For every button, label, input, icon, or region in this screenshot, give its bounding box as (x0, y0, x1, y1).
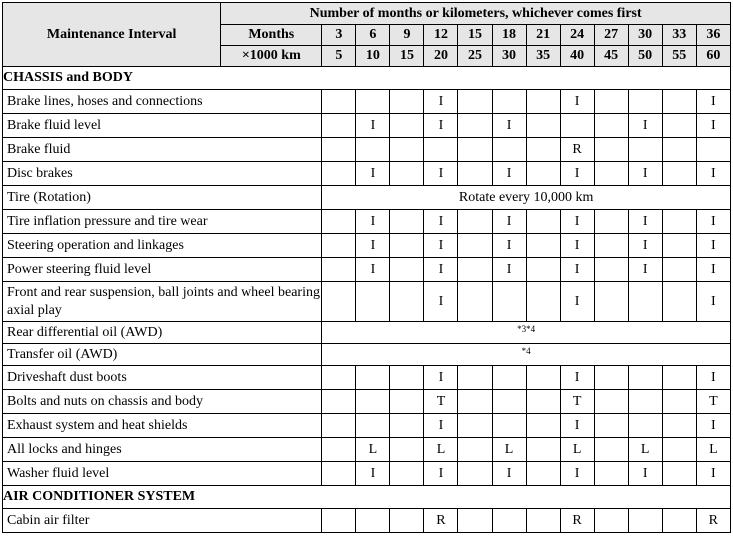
schedule-cell (662, 138, 696, 162)
schedule-cell: I (696, 462, 730, 486)
month-header-cell: 15 (458, 25, 492, 46)
schedule-cell (526, 114, 560, 138)
table-row (3, 390, 731, 414)
schedule-cell (594, 462, 628, 486)
schedule-cell (492, 366, 526, 390)
schedule-cell (356, 509, 390, 533)
section-header-row (3, 67, 731, 90)
schedule-cell (458, 234, 492, 258)
schedule-cell: R (560, 138, 594, 162)
schedule-cell: I (696, 234, 730, 258)
schedule-cell: T (424, 390, 458, 414)
schedule-cell: I (424, 462, 458, 486)
schedule-cell (662, 414, 696, 438)
schedule-cell: I (492, 114, 526, 138)
item-label: Tire inflation pressure and tire wear (3, 210, 322, 234)
schedule-cell: L (492, 438, 526, 462)
schedule-cell (628, 509, 662, 533)
schedule-cell: I (492, 462, 526, 486)
schedule-cell (594, 366, 628, 390)
schedule-cell (322, 390, 356, 414)
schedule-cell (526, 509, 560, 533)
km-header-cell: 60 (696, 46, 730, 67)
km-header-cell: 30 (492, 46, 526, 67)
schedule-cell: I (696, 210, 730, 234)
km-header-cell: 35 (526, 46, 560, 67)
schedule-cell (356, 138, 390, 162)
schedule-cell (390, 210, 424, 234)
schedule-cell: I (492, 210, 526, 234)
schedule-cell: I (424, 414, 458, 438)
schedule-cell (322, 162, 356, 186)
km-header-cell: 45 (594, 46, 628, 67)
month-header-cell: 18 (492, 25, 526, 46)
schedule-cell (458, 90, 492, 114)
schedule-cell (662, 114, 696, 138)
schedule-cell (526, 390, 560, 414)
schedule-cell (662, 462, 696, 486)
schedule-cell: I (560, 462, 594, 486)
schedule-cell (322, 234, 356, 258)
schedule-cell (390, 438, 424, 462)
km-header-cell: 15 (390, 46, 424, 67)
schedule-cell (594, 210, 628, 234)
schedule-cell (526, 210, 560, 234)
item-label: Steering operation and linkages (3, 234, 322, 258)
schedule-cell: I (424, 90, 458, 114)
schedule-cell (390, 114, 424, 138)
schedule-cell (322, 462, 356, 486)
item-label: Cabin air filter (3, 509, 322, 533)
schedule-cell (356, 90, 390, 114)
schedule-cell: I (424, 258, 458, 282)
schedule-cell (628, 138, 662, 162)
month-header-cell: 33 (662, 25, 696, 46)
schedule-cell: L (696, 438, 730, 462)
schedule-cell (628, 282, 662, 322)
schedule-cell: L (628, 438, 662, 462)
schedule-cell (526, 138, 560, 162)
schedule-cell: I (560, 258, 594, 282)
schedule-cell: I (424, 282, 458, 322)
table-row (3, 322, 731, 344)
month-header-cell: 12 (424, 25, 458, 46)
table-row (3, 414, 731, 438)
schedule-cell (526, 462, 560, 486)
schedule-cell (322, 438, 356, 462)
schedule-cell: I (696, 90, 730, 114)
item-label: Brake fluid (3, 138, 322, 162)
schedule-cell (390, 462, 424, 486)
item-label: Bolts and nuts on chassis and body (3, 390, 322, 414)
schedule-cell: I (356, 114, 390, 138)
table-row (3, 366, 731, 390)
schedule-cell (322, 90, 356, 114)
item-label: Rear differential oil (AWD) (3, 322, 322, 344)
schedule-cell (322, 366, 356, 390)
schedule-cell (458, 390, 492, 414)
schedule-cell (356, 282, 390, 322)
table-row (3, 210, 731, 234)
schedule-cell (322, 210, 356, 234)
schedule-cell (594, 234, 628, 258)
table-row (3, 234, 731, 258)
schedule-cell (696, 138, 730, 162)
schedule-cell (594, 114, 628, 138)
schedule-cell (662, 234, 696, 258)
maintenance-schedule-table (2, 2, 731, 533)
schedule-cell (628, 90, 662, 114)
month-header-cell: 36 (696, 25, 730, 46)
schedule-cell (492, 90, 526, 114)
schedule-cell: I (560, 90, 594, 114)
schedule-cell (390, 366, 424, 390)
schedule-cell (390, 509, 424, 533)
footnote-ref: *4 (322, 344, 731, 366)
table-row (3, 114, 731, 138)
schedule-cell (594, 509, 628, 533)
interval-note: Rotate every 10,000 km (322, 186, 731, 210)
schedule-cell (526, 282, 560, 322)
km-header-cell: 25 (458, 46, 492, 67)
schedule-cell: I (696, 162, 730, 186)
schedule-cell (662, 509, 696, 533)
km-header-cell: 10 (356, 46, 390, 67)
schedule-cell: I (696, 258, 730, 282)
schedule-cell (390, 138, 424, 162)
schedule-cell (492, 390, 526, 414)
schedule-cell (458, 366, 492, 390)
schedule-cell: R (696, 509, 730, 533)
schedule-cell: I (356, 162, 390, 186)
schedule-cell: I (628, 162, 662, 186)
item-label: Driveshaft dust boots (3, 366, 322, 390)
schedule-cell (662, 210, 696, 234)
schedule-cell: I (560, 414, 594, 438)
schedule-cell (594, 90, 628, 114)
schedule-cell (356, 414, 390, 438)
table-row (3, 258, 731, 282)
schedule-cell: I (560, 210, 594, 234)
schedule-cell: I (424, 210, 458, 234)
schedule-cell: I (560, 234, 594, 258)
item-label: Front and rear suspension, ball joints and wheel bearing axial play (3, 282, 322, 322)
schedule-cell: I (356, 462, 390, 486)
schedule-cell: L (356, 438, 390, 462)
schedule-cell (390, 162, 424, 186)
schedule-cell: I (560, 282, 594, 322)
km-header-cell: 5 (322, 46, 356, 67)
schedule-cell (492, 414, 526, 438)
section-title: AIR CONDITIONER SYSTEM (3, 486, 731, 509)
schedule-cell: I (492, 234, 526, 258)
item-label: Tire (Rotation) (3, 186, 322, 210)
km-header-cell: 55 (662, 46, 696, 67)
km-header-cell: 20 (424, 46, 458, 67)
schedule-cell: L (424, 438, 458, 462)
schedule-cell: R (560, 509, 594, 533)
schedule-cell (390, 234, 424, 258)
schedule-cell: I (628, 462, 662, 486)
schedule-cell (390, 258, 424, 282)
schedule-cell (662, 90, 696, 114)
schedule-cell (390, 282, 424, 322)
schedule-cell (390, 90, 424, 114)
schedule-cell (424, 138, 458, 162)
schedule-cell (594, 138, 628, 162)
month-header-cell: 21 (526, 25, 560, 46)
schedule-cell: I (696, 366, 730, 390)
schedule-cell: I (424, 366, 458, 390)
schedule-cell (594, 438, 628, 462)
schedule-cell (662, 366, 696, 390)
schedule-cell: I (424, 114, 458, 138)
table-row (3, 462, 731, 486)
item-label: All locks and hinges (3, 438, 322, 462)
schedule-cell (322, 138, 356, 162)
schedule-cell (594, 414, 628, 438)
schedule-cell (322, 258, 356, 282)
schedule-cell (526, 438, 560, 462)
schedule-cell (560, 114, 594, 138)
km-label: ×1000 km (221, 46, 322, 67)
schedule-cell (662, 258, 696, 282)
schedule-cell (662, 390, 696, 414)
schedule-cell (594, 282, 628, 322)
schedule-cell (356, 366, 390, 390)
table-row (3, 90, 731, 114)
schedule-cell (458, 462, 492, 486)
section-title: CHASSIS and BODY (3, 67, 731, 90)
month-header-cell: 3 (322, 25, 356, 46)
months-label: Months (221, 25, 322, 46)
schedule-cell (390, 390, 424, 414)
schedule-cell (458, 258, 492, 282)
schedule-cell (662, 438, 696, 462)
schedule-cell (526, 366, 560, 390)
schedule-cell: T (560, 390, 594, 414)
item-label: Washer fluid level (3, 462, 322, 486)
schedule-cell: I (560, 162, 594, 186)
km-header-cell: 40 (560, 46, 594, 67)
interval-title: Number of months or kilometers, whichever comes first (221, 3, 731, 25)
item-label: Exhaust system and heat shields (3, 414, 322, 438)
schedule-cell (526, 258, 560, 282)
item-label: Power steering fluid level (3, 258, 322, 282)
table-row (3, 138, 731, 162)
schedule-cell (458, 114, 492, 138)
schedule-cell (458, 162, 492, 186)
schedule-cell (322, 509, 356, 533)
schedule-cell (628, 366, 662, 390)
table-row (3, 186, 731, 210)
month-header-cell: 27 (594, 25, 628, 46)
schedule-cell (458, 438, 492, 462)
schedule-cell: I (628, 234, 662, 258)
table-row (3, 282, 731, 322)
item-label: Disc brakes (3, 162, 322, 186)
schedule-cell: R (424, 509, 458, 533)
table-row (3, 162, 731, 186)
schedule-cell: I (560, 366, 594, 390)
schedule-cell (492, 138, 526, 162)
schedule-cell (526, 414, 560, 438)
schedule-cell (356, 390, 390, 414)
schedule-cell: I (424, 162, 458, 186)
schedule-cell: L (560, 438, 594, 462)
table-body (3, 67, 731, 533)
schedule-cell (322, 414, 356, 438)
schedule-cell: I (356, 258, 390, 282)
schedule-cell: I (696, 282, 730, 322)
schedule-cell: I (628, 258, 662, 282)
item-label: Brake fluid level (3, 114, 322, 138)
schedule-cell: I (696, 114, 730, 138)
schedule-cell (458, 282, 492, 322)
schedule-cell: I (356, 210, 390, 234)
table-row (3, 344, 731, 366)
item-label: Transfer oil (AWD) (3, 344, 322, 366)
schedule-cell (526, 90, 560, 114)
schedule-cell (628, 414, 662, 438)
month-header-cell: 24 (560, 25, 594, 46)
schedule-cell: I (696, 414, 730, 438)
month-header-cell: 6 (356, 25, 390, 46)
schedule-cell (492, 282, 526, 322)
schedule-cell: I (492, 162, 526, 186)
schedule-cell: I (628, 210, 662, 234)
schedule-cell (390, 414, 424, 438)
schedule-cell (628, 390, 662, 414)
schedule-cell (458, 210, 492, 234)
item-label: Brake lines, hoses and connections (3, 90, 322, 114)
schedule-cell: I (492, 258, 526, 282)
schedule-cell (458, 509, 492, 533)
schedule-cell (526, 162, 560, 186)
schedule-cell: I (356, 234, 390, 258)
schedule-cell (492, 509, 526, 533)
table-header (3, 3, 731, 67)
schedule-cell (458, 138, 492, 162)
schedule-cell: I (424, 234, 458, 258)
schedule-cell (594, 390, 628, 414)
month-header-cell: 30 (628, 25, 662, 46)
schedule-cell (458, 414, 492, 438)
schedule-cell (322, 114, 356, 138)
table-row (3, 509, 731, 533)
schedule-cell (322, 282, 356, 322)
schedule-cell (662, 282, 696, 322)
footnote-ref: *3*4 (322, 322, 731, 344)
schedule-cell (594, 162, 628, 186)
schedule-cell (594, 258, 628, 282)
km-header-cell: 50 (628, 46, 662, 67)
month-header-cell: 9 (390, 25, 424, 46)
section-header-row (3, 486, 731, 509)
table-row (3, 438, 731, 462)
schedule-cell: I (628, 114, 662, 138)
schedule-cell (526, 234, 560, 258)
schedule-cell (662, 162, 696, 186)
maintenance-interval-label: Maintenance Interval (3, 3, 221, 67)
schedule-cell: T (696, 390, 730, 414)
